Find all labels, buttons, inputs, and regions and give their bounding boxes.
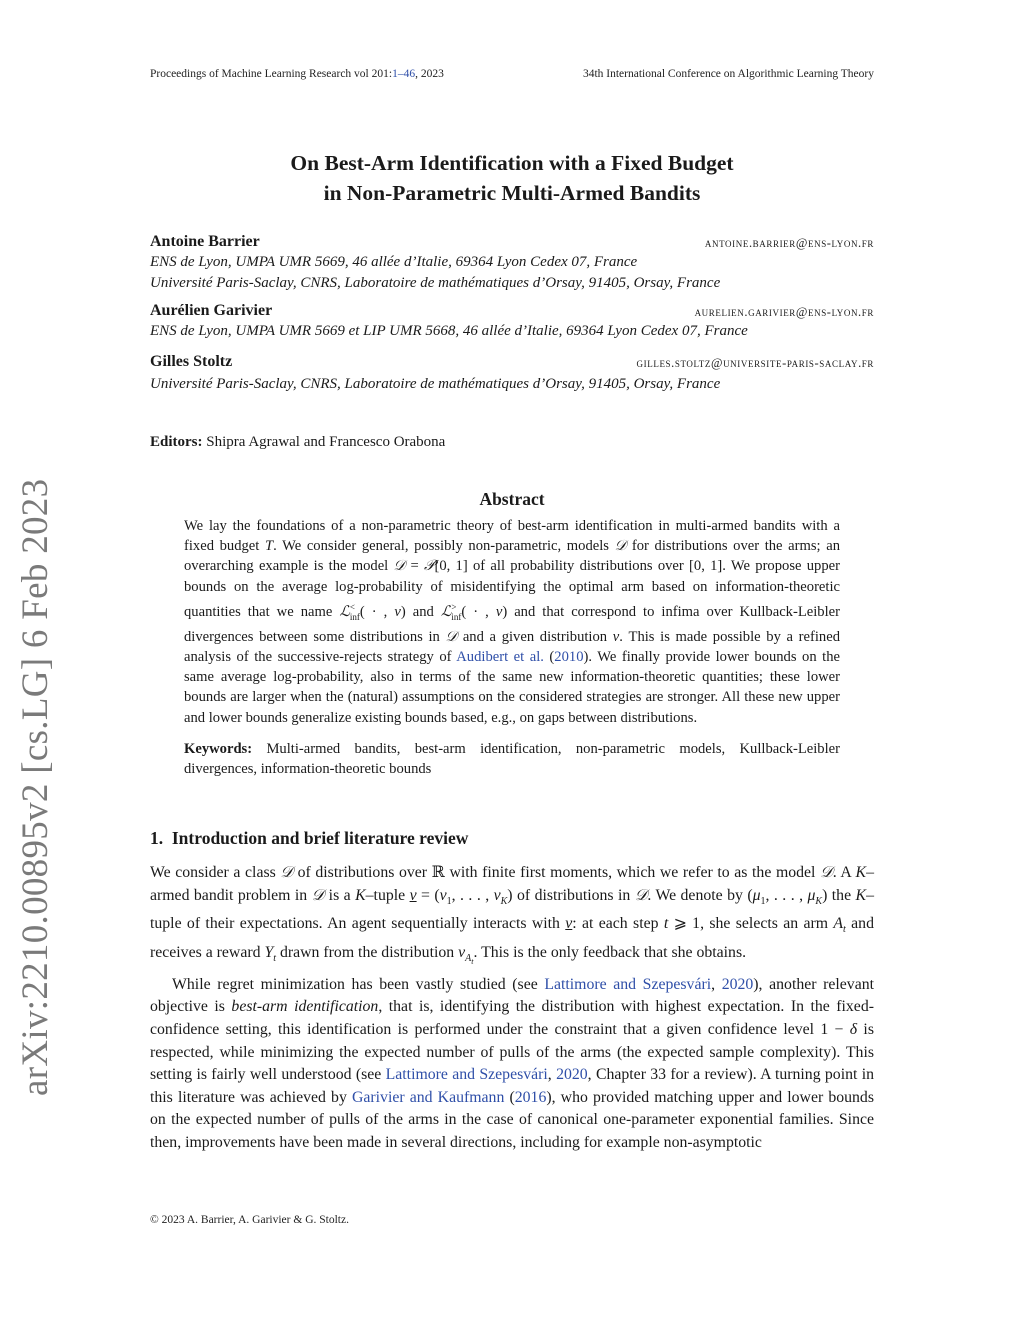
keywords: Keywords: Multi-armed bandits, best-arm identification, non-parametric models, Kullback-Leibler divergences, information-theoretic bounds	[184, 741, 840, 778]
citation-link[interactable]: Lattimore and Szepesvári	[544, 975, 712, 993]
abstract-body: We lay the foundations of a non-parametric theory of best-arm identification in multi-armed bandits with a fixed budget T. We consider general, possibly non-parametric, models 𝒟 for distributions over the arms; an overarching example is the model 𝒟 = 𝒫[0, 1] of all probability distributions over [0, 1]. We propose upper bounds on the average log-probability of misidentifying the optimal arm based on information-theoretic quantities that we name ℒ<$_{inf}$( · , ν) and ℒ>$_{inf}$( · , ν) and that correspond to infima over Kullback-Leibler divergences between some distributions in 𝒟 and a given distribution ν. This is made possible by a refined analysis of the successive-rejects strategy of Audibert et al. (2010). We finally provide lower bounds on the same average log-probability, also in terms of the same new information-theoretic quantities; these lower bounds are larger when the (natural) assumptions on the considered strategies are stronger. All these new upper and lower bounds generalize existing bounds based, e.g., on gaps between distributions.	[184, 518, 841, 726]
citation-year-link[interactable]: 2020	[556, 1066, 588, 1084]
paper-title: On Best-Arm Identification with a Fixed Budget in Non-Parametric Multi-Armed Bandits	[290, 151, 734, 205]
author-name: Antoine Barrier	[150, 233, 260, 250]
citation-link[interactable]: Audibert et al.	[456, 648, 544, 665]
pages-link[interactable]: 1–46	[392, 68, 416, 80]
author-affiliation: ENS de Lyon, UMPA UMR 5669, 46 allée d’Italie, 69364 Lyon Cedex 07, France	[150, 254, 638, 270]
author-name: Gilles Stoltz	[150, 353, 233, 370]
author-email[interactable]: aurelien.garivier@ens-lyon.fr	[694, 305, 874, 319]
citation-year-link[interactable]: 2016	[514, 1088, 547, 1106]
citation-year-link[interactable]: 2010	[554, 648, 584, 665]
intro-body: We consider a class 𝒟 of distributions over ℝ with finite first moments, which we refer to as the model 𝒟. A K–armed bandit problem in 𝒟 is a K–tuple $\nu = (\nu_1$, . . . , $\nu_K$) of distributions in 𝒟. We denote by ($\mu_1$, . . . , $\mu_K$) the K–tuple of their expectations. An agent sequentially interacts with ν: at each step t ⩾ 1, she selects an arm $A_t$ and receives a reward $Y_t$ drawn from the distribution $\nu_{A_t}$. This is the only feedback that she obtains. While regret minimization has been vastly studied (see Lattimore and Szepesvári, 2020), another relevant objective is best-arm identification, that is, identifying the distribution with highest expectation. In the fixed-confidence setting, this identification is performed under the constraint that a given confidence level 1 − δ is respected, while minimizing the expected number of pulls of the arms (the expected sample complexity). This setting is fairly well understood (see Lattimore and Szepesvári, 2020, Chapter 33 for a review). A turning point in this literature was achieved by Garivier and Kaufmann (2016), who provided matching upper and lower bounds on the expected number of pulls of the arms in the case of canonical one-parameter exponential families. Since then, improvements have been made in several directions, including for example non-asymptotic	[150, 864, 874, 1151]
author-name: Aurélien Garivier	[150, 302, 273, 319]
citation-link[interactable]: Lattimore and Szepesvári	[385, 1066, 548, 1084]
author-affiliation: Université Paris-Saclay, CNRS, Laboratoire de mathématiques d’Orsay, 91405, Orsay, France	[150, 376, 721, 392]
editors-line: Editors: Shipra Agrawal and Francesco Orabona	[150, 434, 446, 450]
citation-link[interactable]: Garivier and Kaufmann	[351, 1088, 505, 1106]
author-affiliation: Université Paris-Saclay, CNRS, Laboratoire de mathématiques d’Orsay, 91405, Orsay, France	[150, 275, 721, 291]
citation-year-link[interactable]: 2020	[721, 975, 754, 993]
running-header-right: 34th International Conference on Algorithmic Learning Theory	[582, 68, 874, 80]
abstract-heading: Abstract	[479, 489, 545, 509]
author-email[interactable]: gilles.stoltz@universite-paris-saclay.fr	[636, 356, 874, 370]
section-heading: 1. Introduction and brief literature review	[150, 828, 469, 848]
author-email[interactable]: antoine.barrier@ens-lyon.fr	[704, 236, 874, 250]
author-affiliation: ENS de Lyon, UMPA UMR 5669 et LIP UMR 5668, 46 allée d’Italie, 69364 Lyon Cedex 07, France	[150, 323, 748, 339]
running-header-left: Proceedings of Machine Learning Research vol 201:1–46, 2023	[150, 68, 444, 80]
copyright-footer: © 2023 A. Barrier, A. Garivier & G. Stoltz.	[150, 1214, 349, 1226]
